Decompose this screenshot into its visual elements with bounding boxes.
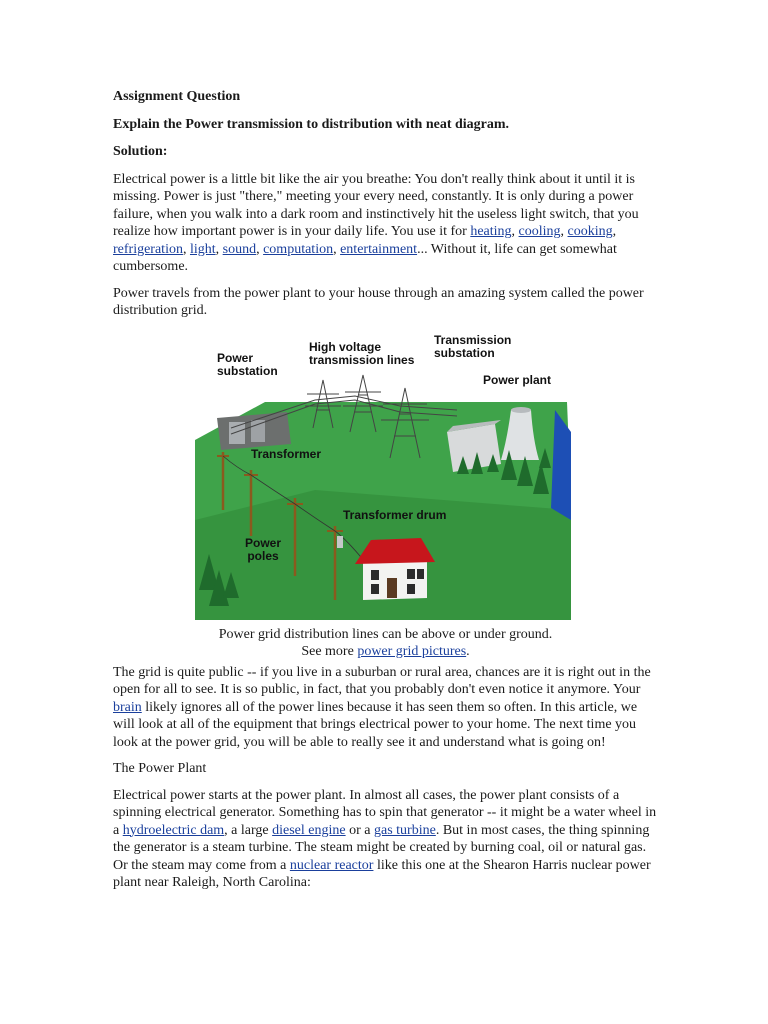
link-cooling[interactable]: cooling xyxy=(518,224,561,239)
link-entertainment[interactable]: entertainment xyxy=(340,241,418,257)
intro-text-end: ... Without it, life can get somewhat cumbersome. xyxy=(113,241,617,274)
plant-text: or a xyxy=(345,822,374,838)
link-refrigeration[interactable]: refrigeration xyxy=(113,241,183,257)
link-separator: , xyxy=(511,224,519,239)
grid-text-end: likely ignores all of the power lines because it has seen them so often. In this article, we will look at all of the equipment that brings electrical power to your home. The next time you look at the power grid, you will be able to really see it and understand what is going on! xyxy=(113,699,638,750)
link-diesel-engine[interactable]: diesel engine xyxy=(272,822,346,838)
link-separator: , xyxy=(560,224,568,239)
link-brain[interactable]: brain xyxy=(113,699,142,715)
solution-label: Solution: xyxy=(113,144,168,159)
subheading-power-plant: The Power Plant xyxy=(113,761,207,776)
intro-text: Electrical power is a little bit like the air you breathe: You don't really think about it until it is missing. Power is just "there," meeting your every need, constantly. It is only during a power failure, when you walk into a dark room and instinctively hit the useless light switch, that you realize how important power is in your daily life. You use it for xyxy=(113,171,639,239)
link-cooking[interactable]: cooking xyxy=(567,224,613,239)
transformer-drum xyxy=(337,536,343,548)
link-hydroelectric-dam[interactable]: hydroelectric dam xyxy=(122,822,225,838)
caption-line: Power grid distribution lines can be above or under ground. xyxy=(218,626,553,642)
link-heating[interactable]: heating xyxy=(470,224,512,239)
link-gas-turbine[interactable]: gas turbine xyxy=(374,822,436,838)
caption-end: . xyxy=(466,643,470,659)
label-transformer: Transformer xyxy=(251,446,322,461)
grid-intro-paragraph: Power travels from the power plant to your house through an amazing system called the power distribution grid. xyxy=(113,285,644,318)
link-power-grid-pictures[interactable]: power grid pictures xyxy=(357,643,467,659)
plant-text: . But in most cases, the thing spinning the generator is a steam turbine. The steam might be created by burning coal, oil or natural gas. Or the steam may come from a xyxy=(113,822,650,873)
label-transformer-drum: Transformer drum xyxy=(343,507,447,522)
power-grid-diagram xyxy=(195,332,575,620)
link-separator: , xyxy=(256,241,264,257)
link-separator: , xyxy=(182,241,190,257)
label-transmission-substation: Transmission substation xyxy=(434,332,512,360)
caption-see-more xyxy=(113,643,658,660)
substation-box xyxy=(229,422,245,444)
link-separator: , xyxy=(612,224,617,239)
power-plant-paragraph xyxy=(113,787,658,892)
label-power-poles: Power poles xyxy=(245,535,282,563)
link-computation[interactable]: computation xyxy=(263,241,334,257)
plant-text: , a large xyxy=(224,822,273,838)
plant-text-end: like this one at the Shearon Harris nuclear power plant near Raleigh, North Carolina: xyxy=(113,857,651,890)
house-door xyxy=(387,578,397,598)
caption-see-text: See more xyxy=(301,643,358,659)
figure-caption xyxy=(113,626,658,660)
label-power-plant: Power plant xyxy=(483,372,552,387)
assignment-question: Explain the Power transmission to distribution with neat diagram. xyxy=(113,116,510,132)
assignment-label: Assignment Question xyxy=(113,89,241,104)
grid-text: The grid is quite public -- if you live in a suburban or rural area, chances are it is right out in the open for all to see. It is so public, in fact, that you probably don't even notice it anymore. Your xyxy=(113,664,651,697)
link-separator: , xyxy=(333,241,341,257)
document-body xyxy=(113,88,658,901)
substation-box xyxy=(251,420,265,442)
link-light[interactable]: light xyxy=(189,241,216,257)
grid-paragraph xyxy=(113,664,658,752)
label-power-substation: Power substation xyxy=(217,350,278,378)
cooling-tower-top xyxy=(511,407,531,413)
intro-paragraph xyxy=(113,171,658,276)
link-separator: , xyxy=(215,241,223,257)
plant-text: Electrical power starts at the power plant. In almost all cases, the power plant consists of a spinning electrical generator. Something has to spin that generator -- it might be a water wheel in a xyxy=(113,787,657,838)
link-nuclear-reactor[interactable]: nuclear reactor xyxy=(289,857,374,873)
link-sound[interactable]: sound xyxy=(222,241,257,257)
label-high-voltage-lines: High voltage transmission lines xyxy=(309,339,415,367)
